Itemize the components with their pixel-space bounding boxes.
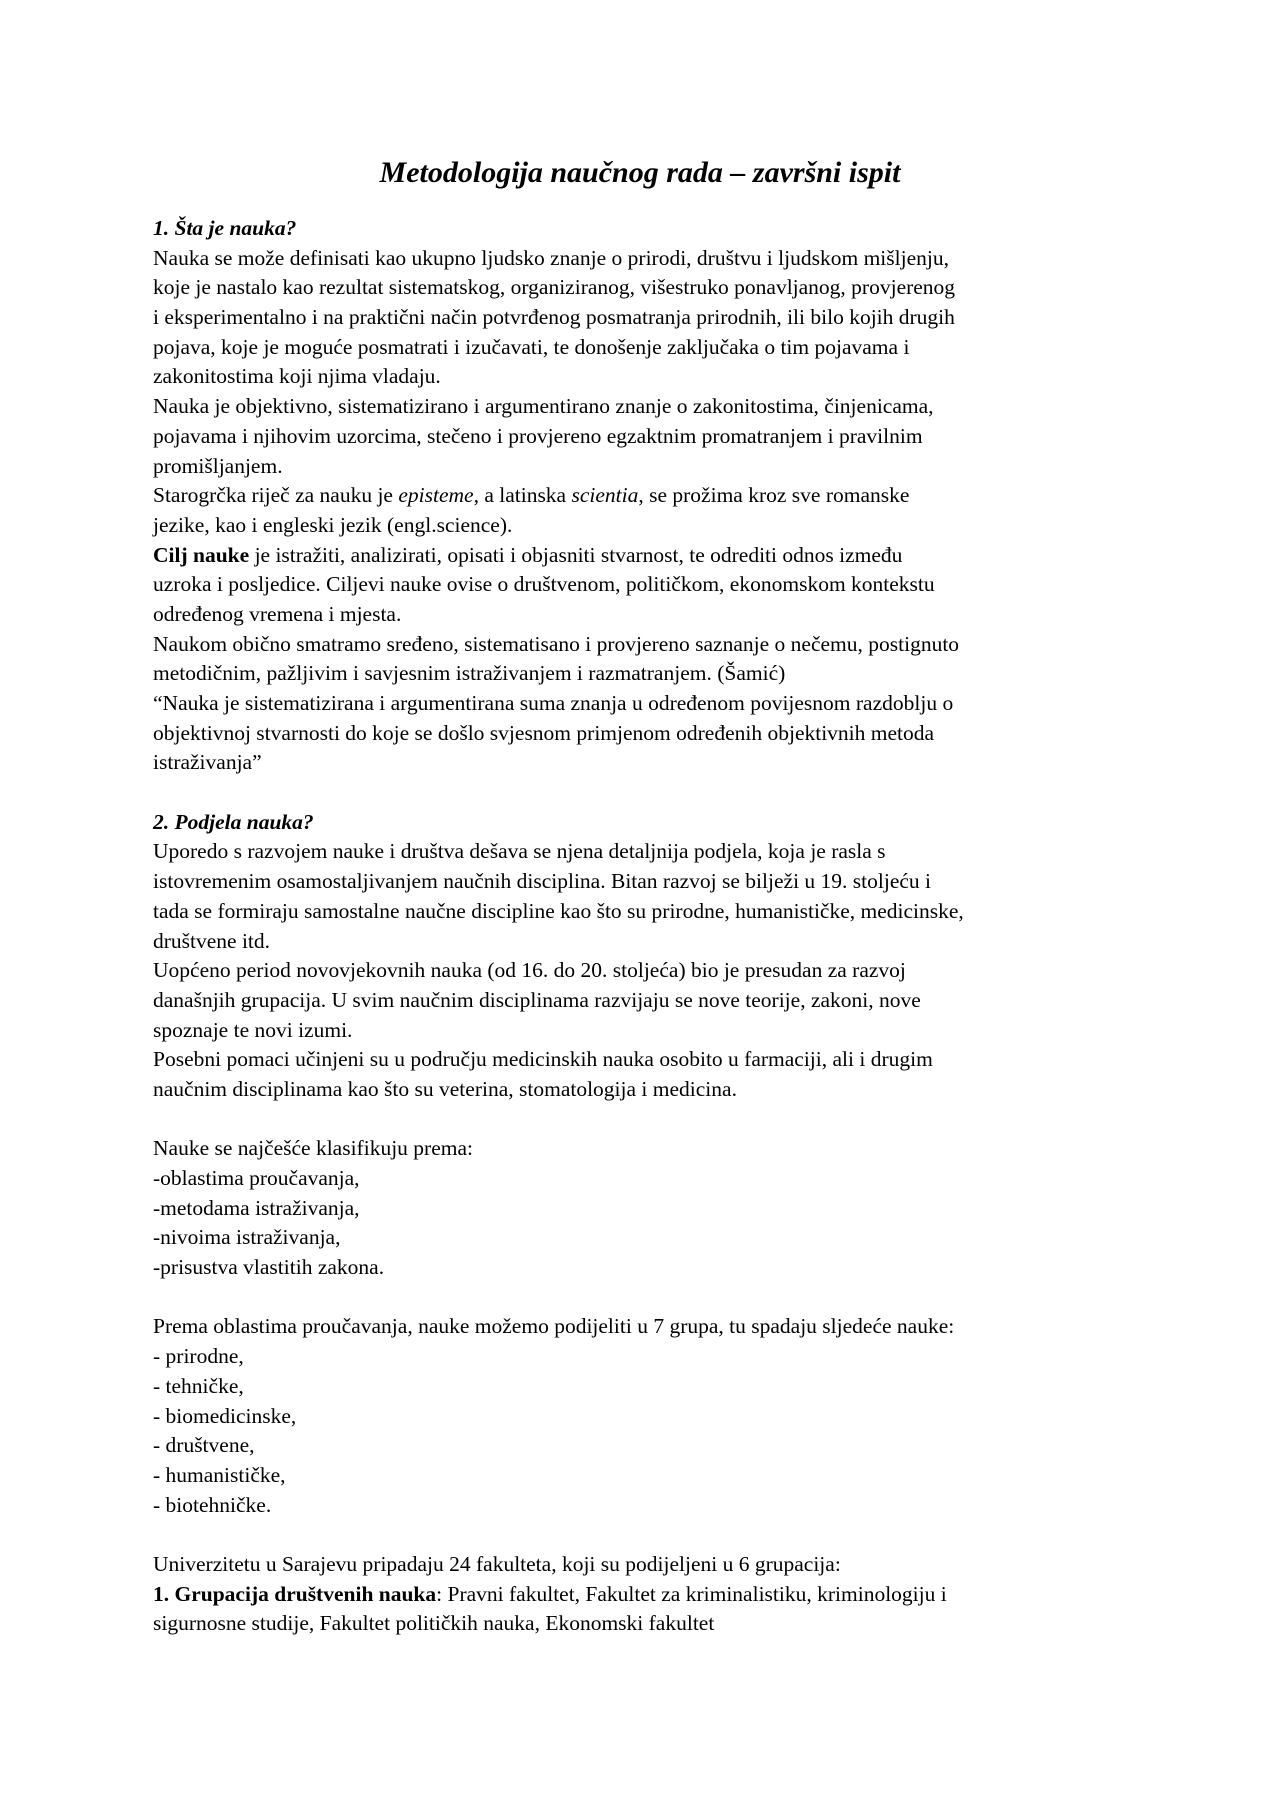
paragraph-line: Nauka se može definisati kao ukupno ljudsko znanje o prirodi, društvu i ljudskom mišljenju,: [153, 245, 949, 270]
paragraph-line: koje je nastalo kao rezultat sistematskog, organiziranog, višestruko ponavljanog, provjerenog: [153, 275, 956, 300]
paragraph-line: sigurnosne studije, Fakultet političkih nauka, Ekonomski fakultet: [153, 1611, 715, 1636]
paragraph-line: Uporedo s razvojem nauke i društva dešava se njena detaljnija podjela, koja je rasla s: [153, 839, 886, 864]
list-item: -prisustva vlastitih zakona.: [153, 1255, 385, 1280]
list-item: - tehničke,: [153, 1373, 244, 1398]
paragraph-line: određenog vremena i mjesta.: [153, 601, 402, 626]
paragraph-line: pojavama i njihovim uzorcima, stečeno i provjereno egzaktnim promatranjem i pravilnim: [153, 423, 923, 448]
paragraph-line: društvene itd.: [153, 928, 271, 953]
paragraph-line: “Nauka je sistematizirana i argumentirana suma znanja u određenom povijesnom razdoblju o: [153, 691, 954, 715]
document-title: Metodologija naučnog rada – završni ispit: [379, 156, 901, 189]
paragraph-line: i eksperimentalno i na praktični način potvrđenog posmatranja prirodnih, ili bilo kojih drugih: [153, 305, 955, 330]
paragraph-line: pojava, koje je moguće posmatrati i izučavati, te donošenje zaključaka o tim pojavama i: [153, 334, 910, 359]
paragraph-line: današnjih grupacija. U svim naučnim disciplinama razvijaju se nove teorije, zakoni, nove: [153, 987, 921, 1012]
text-span: : Pravni fakultet, Fakultet za kriminalistiku, kriminologiju i: [436, 1581, 947, 1606]
term-scientia: scientia: [571, 483, 639, 508]
paragraph-line: metodičnim, pažljivim i savjesnim istraživanjem i razmatranjem. (Šamić): [153, 661, 786, 686]
paragraph-line: tada se formiraju samostalne naučne discipline kao što su prirodne, humanističke, medicinske,: [153, 898, 964, 923]
paragraph-line: istraživanja”: [153, 750, 262, 775]
text-span: Starogrčka riječ za nauku je: [153, 483, 399, 508]
text-span: , a latinska: [473, 483, 572, 508]
paragraph-line: Naukom obično smatramo sređeno, sistematisano i provjereno saznanje o nečemu, postignuto: [153, 631, 960, 656]
list-item: - društvene,: [153, 1433, 255, 1458]
term-episteme: episteme: [398, 483, 474, 508]
list-item: - prirodne,: [153, 1344, 244, 1369]
paragraph-line: uzroka i posljedice. Ciljevi nauke ovise o društvenom, političkom, ekonomskom kontekstu: [153, 572, 935, 597]
document-body: [153, 214, 1131, 1639]
list-item: - humanističke,: [153, 1462, 286, 1487]
list-item: - biotehničke.: [153, 1492, 272, 1517]
list-item: -nivoima istraživanja,: [153, 1225, 341, 1250]
section-1-heading: 1. Šta je nauka?: [153, 216, 297, 240]
term-cilj-nauke: Cilj nauke: [153, 542, 250, 567]
paragraph-line: objektivnoj stvarnosti do koje se došlo svjesnom primjenom određenih objektivnih metoda: [153, 720, 935, 745]
blank-line: [153, 1520, 1131, 1550]
blank-line: [153, 1283, 1131, 1313]
text-span: , se prožima kroz sve romanske: [638, 483, 910, 508]
classification-intro: Nauke se najčešće klasifikuju prema:: [153, 1136, 473, 1161]
paragraph-line: spoznaje te novi izumi.: [153, 1017, 353, 1042]
section-2-heading: 2. Podjela nauka?: [153, 809, 314, 834]
list-item: -oblastima proučavanja,: [153, 1166, 360, 1190]
paragraph-line-greek: [153, 481, 1131, 511]
list-item: -metodama istraživanja,: [153, 1195, 360, 1220]
paragraph-line: Uopćeno period novovjekovnih nauka (od 16. do 20. stoljeća) bio je presudan za razvoj: [153, 958, 906, 983]
blank-line: [153, 778, 1131, 808]
list-item: - biomedicinske,: [153, 1403, 297, 1428]
blank-line: [153, 1105, 1131, 1135]
paragraph-line: jezike, kao i engleski jezik (engl.science).: [153, 512, 513, 537]
paragraph-line: Posebni pomaci učinjeni su u području medicinskih nauka osobito u farmaciji, ali i drugim: [153, 1047, 933, 1072]
paragraph-line: promišljanjem.: [153, 453, 283, 478]
paragraph-line: zakonitostima koji njima vladaju.: [153, 364, 441, 389]
paragraph-line: naučnim disciplinama kao što su veterina, stomatologija i medicina.: [153, 1076, 737, 1101]
group-1-line: [153, 1580, 1131, 1610]
paragraph-line: istovremenim osamostaljivanjem naučnih disciplina. Bitan razvoj se bilježi u 19. stoljeću i: [153, 869, 932, 894]
paragraph-line-goal: [153, 541, 1131, 571]
groups-intro: Prema oblastima proučavanja, nauke možemo podijeliti u 7 grupa, tu spadaju sljedeće nauke:: [153, 1314, 955, 1339]
text-span: je istražiti, analizirati, opisati i objasniti stvarnost, te odrediti odnos između: [249, 542, 903, 567]
paragraph-line: Nauka je objektivno, sistematizirano i argumentirano znanje o zakonitostima, činjenicama,: [153, 394, 934, 419]
university-intro: Univerzitetu u Sarajevu pripadaju 24 fakulteta, koji su podijeljeni u 6 grupacija:: [153, 1551, 841, 1576]
group-1-title: 1. Grupacija društvenih nauka: [153, 1581, 437, 1606]
